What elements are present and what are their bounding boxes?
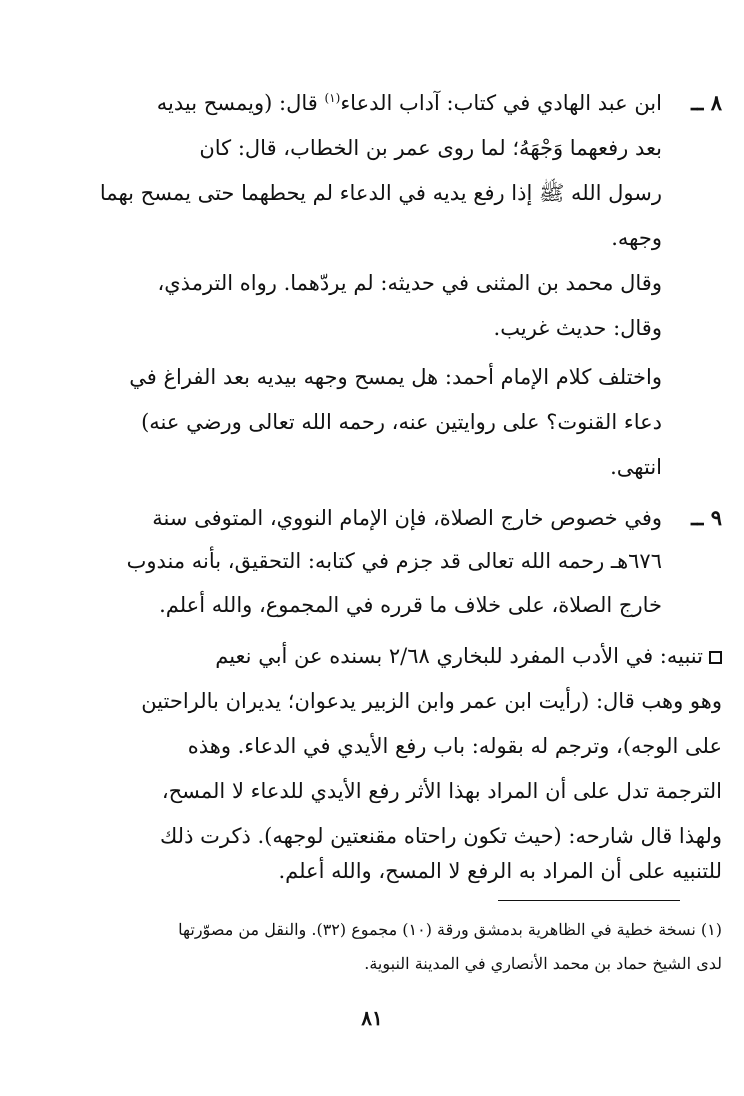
footnote-divider	[498, 900, 680, 901]
para-line-1: واختلف كلام الإمام أحمد: هل يمسح وجهه بيديه بعد الفراغ في	[129, 365, 662, 389]
notice-line-1-text: تنبيه: في الأدب المفرد للبخاري ٢/٦٨ بسنده عن أبي نعيم	[215, 644, 703, 668]
para-line-3: انتهى.	[610, 455, 662, 479]
footnote-line-2: لدى الشيخ حماد بن محمد الأنصاري في المدينة النبوية.	[364, 954, 722, 973]
notice-line-2: وهو وهب قال: (رأيت ابن عمر وابن الزبير يدعوان؛ يديران بالراحتين	[141, 689, 722, 713]
item-8-line-2: بعد رفعهما وَجْهَهُ؛ لما روى عمر بن الخطاب، قال: كان	[199, 136, 662, 160]
checkbox-square-icon	[709, 651, 722, 664]
notice-line-5: ولهذا قال شارحه: (حيث تكون راحتاه مقنعتين لوجهه). ذكرت ذلك	[159, 824, 722, 848]
item-8-line-1-tail: قال: (ويمسح بيديه	[156, 91, 325, 115]
item-8-line-1	[12, 88, 662, 118]
item-8-line-4: وجهه.	[611, 226, 662, 250]
notice-line-3: على الوجه)، وترجم له بقوله: باب رفع الأيدي في الدعاء. وهذه	[187, 734, 722, 758]
item-number-9: ٩ ــ	[691, 505, 722, 530]
item-9-line-3: خارج الصلاة، على خلاف ما قرره في المجموع، والله أعلم.	[159, 593, 662, 617]
item-number-8: ٨ ــ	[691, 90, 722, 115]
notice-line-1	[215, 641, 722, 671]
page-number: ٨١	[361, 1006, 383, 1030]
notice-line-6: للتنبيه على أن المراد به الرفع لا المسح، والله أعلم.	[278, 859, 722, 883]
footnote-marker[interactable]: (١)	[324, 91, 341, 105]
item-8-line-1-text: ابن عبد الهادي في كتاب: آداب الدعاء	[340, 91, 662, 115]
item-8-line-5: وقال محمد بن المثنى في حديثه: لم يردّهما. رواه الترمذي،	[157, 271, 662, 295]
item-8-line-3: رسول الله ﷺ إذا رفع يديه في الدعاء لم يحطهما حتى يمسح بهما	[99, 181, 662, 205]
item-9-line-1: وفي خصوص خارج الصلاة، فإن الإمام النووي، المتوفى سنة	[152, 506, 662, 530]
item-8-line-6: وقال: حديث غريب.	[493, 316, 662, 340]
footnote-line-1: (١) نسخة خطية في الظاهرية بدمشق ورقة (١٠) مجموع (٣٢). والنقل من مصوّرتها	[178, 920, 722, 939]
notice-line-4: الترجمة تدل على أن المراد بهذا الأثر رفع الأيدي للدعاء لا المسح،	[161, 779, 722, 803]
para-line-2: دعاء القنوت؟ على روايتين عنه، رحمه الله تعالى ورضي عنه)	[141, 410, 662, 434]
item-9-line-2: ٦٧٦هـ رحمه الله تعالى قد جزم في كتابه: التحقيق، بأنه مندوب	[126, 549, 662, 573]
